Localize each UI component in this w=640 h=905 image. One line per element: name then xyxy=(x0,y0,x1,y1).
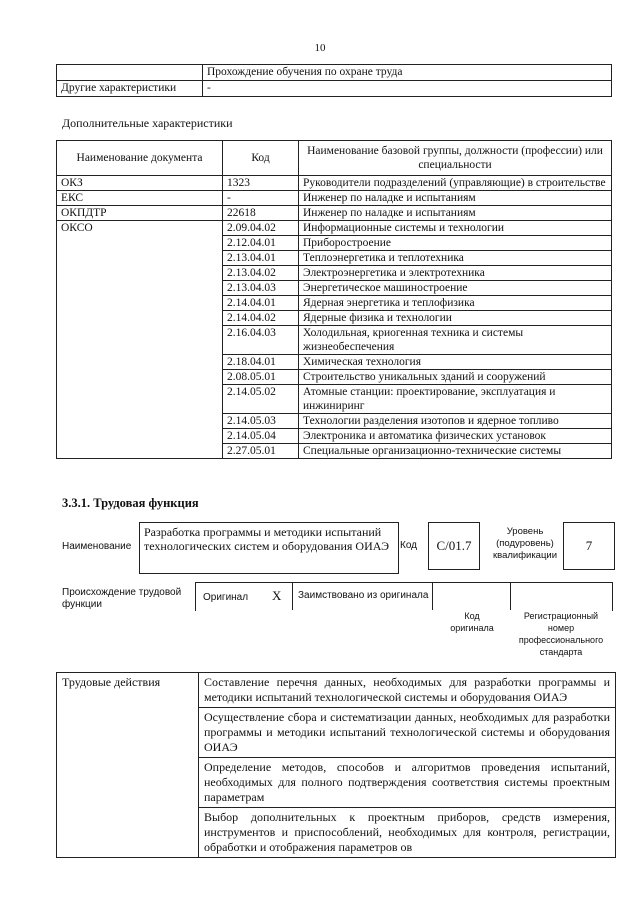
code-cell: 2.16.04.03 xyxy=(223,326,299,355)
code-cell: 2.14.04.01 xyxy=(223,296,299,311)
labor-actions-label: Трудовые действия xyxy=(57,673,199,858)
borrowed-label: Заимствовано из оригинала xyxy=(298,590,429,601)
code-cell: 2.14.05.03 xyxy=(223,414,299,429)
name-cell: Инженер по наладке и испытаниям xyxy=(299,191,612,206)
document-cell: ЕКС xyxy=(57,191,223,206)
code-cell: 2.14.05.04 xyxy=(223,429,299,444)
code-label: Код xyxy=(400,540,418,551)
col-header-name: Наименование базовой группы, должности (профессии) или специальности xyxy=(299,141,612,176)
divider xyxy=(292,582,293,610)
code-cell: 2.13.04.02 xyxy=(223,266,299,281)
name-cell: Ядерные физика и технологии xyxy=(299,311,612,326)
code-cell: 2.27.05.01 xyxy=(223,444,299,459)
page-number: 10 xyxy=(314,42,326,54)
name-cell: Ядерная энергетика и теплофизика xyxy=(299,296,612,311)
code-cell: 2.13.04.03 xyxy=(223,281,299,296)
name-cell: Атомные станции: проектирование, эксплуатация и инжиниринг xyxy=(299,385,612,414)
name-cell: Энергетическое машиностроение xyxy=(299,281,612,296)
name-cell: Специальные организационно-технические системы xyxy=(299,444,612,459)
original-label: Оригинал xyxy=(203,592,249,603)
name-cell: Строительство уникальных зданий и сооружений xyxy=(299,370,612,385)
function-name: Разработка программы и методики испытаний технологических систем и оборудования ОИАЭ xyxy=(139,522,399,574)
table-row xyxy=(57,176,612,191)
code-value: С/01.7 xyxy=(428,522,480,570)
function-heading: 3.3.1. Трудовая функция xyxy=(62,496,199,510)
document-cell: ОКЗ xyxy=(57,176,223,191)
code-cell: 1323 xyxy=(223,176,299,191)
labor-action-item: Определение методов, способов и алгоритмов проведения испытаний, необходимых для полного подтверждения соответствия системы проектным параметрам xyxy=(199,758,616,808)
table-row xyxy=(57,65,612,81)
table-row xyxy=(57,191,612,206)
code-cell: 2.18.04.01 xyxy=(223,355,299,370)
labor-action-item: Составление перечня данных, необходимых для разработки программы и методики испытаний технологической системы и оборудования ОИАЭ xyxy=(199,673,616,708)
training-requirement: Прохождение обучения по охране труда xyxy=(203,65,612,81)
code-cell: 2.09.04.02 xyxy=(223,221,299,236)
labor-actions-table xyxy=(56,672,616,858)
code-cell: 2.08.05.01 xyxy=(223,370,299,385)
name-cell: Информационные системы и технологии xyxy=(299,221,612,236)
name-cell: Холодильная, криогенная техника и системы жизнеобеспечения xyxy=(299,326,612,355)
name-cell: Химическая технология xyxy=(299,355,612,370)
code-cell: 22618 xyxy=(223,206,299,221)
code-cell: 2.14.05.02 xyxy=(223,385,299,414)
labor-action-item: Выбор дополнительных к проектным приборов, средств измерения, инструментов и приспособлений, необходимых для контроля, регистрации, обработки и отображения параметров ов xyxy=(199,808,616,858)
divider xyxy=(510,582,511,610)
other-characteristics-value: - xyxy=(203,81,612,97)
col-header-document: Наименование документа xyxy=(57,141,223,176)
document-cell: ОКСО xyxy=(57,221,223,459)
code-cell: - xyxy=(223,191,299,206)
name-cell: Электроэнергетика и электротехника xyxy=(299,266,612,281)
col-header-code: Код xyxy=(223,141,299,176)
training-table xyxy=(56,64,612,97)
code-cell: 2.14.04.02 xyxy=(223,311,299,326)
name-cell: Теплоэнергетика и теплотехника xyxy=(299,251,612,266)
additional-characteristics-table xyxy=(56,140,612,459)
name-cell: Технологии разделения изотопов и ядерное топливо xyxy=(299,414,612,429)
row-label xyxy=(57,65,203,81)
table-row xyxy=(57,81,612,97)
code-cell: 2.13.04.01 xyxy=(223,251,299,266)
original-mark: Х xyxy=(272,588,282,603)
level-value: 7 xyxy=(563,522,615,570)
table-row xyxy=(57,221,612,236)
document-cell: ОКПДТР xyxy=(57,206,223,221)
name-label: Наименование xyxy=(62,541,132,552)
additional-heading: Дополнительные характеристики xyxy=(62,116,233,130)
labor-action-item: Осуществление сбора и систематизации данных, необходимых для разработки программы и методики испытаний технологической системы и оборудования ОИАЭ xyxy=(199,708,616,758)
code-original-label: Код оригинала xyxy=(450,611,494,633)
table-row xyxy=(57,673,616,708)
level-label: Уровень (подуровень) квалификации xyxy=(492,526,558,561)
divider xyxy=(432,582,433,610)
name-cell: Электроника и автоматика физических установок xyxy=(299,429,612,444)
name-cell: Руководители подразделений (управляющие) в строительстве xyxy=(299,176,612,191)
table-header-row xyxy=(57,141,612,176)
table-row xyxy=(57,206,612,221)
name-cell: Приборостроение xyxy=(299,236,612,251)
name-cell: Инженер по наладке и испытаниям xyxy=(299,206,612,221)
reg-number-label: Регистрационный номер профессионального стандарта xyxy=(518,611,604,657)
origin-label: Происхождение трудовой функции xyxy=(62,587,182,610)
code-cell: 2.12.04.01 xyxy=(223,236,299,251)
other-characteristics-label: Другие характеристики xyxy=(57,81,203,97)
